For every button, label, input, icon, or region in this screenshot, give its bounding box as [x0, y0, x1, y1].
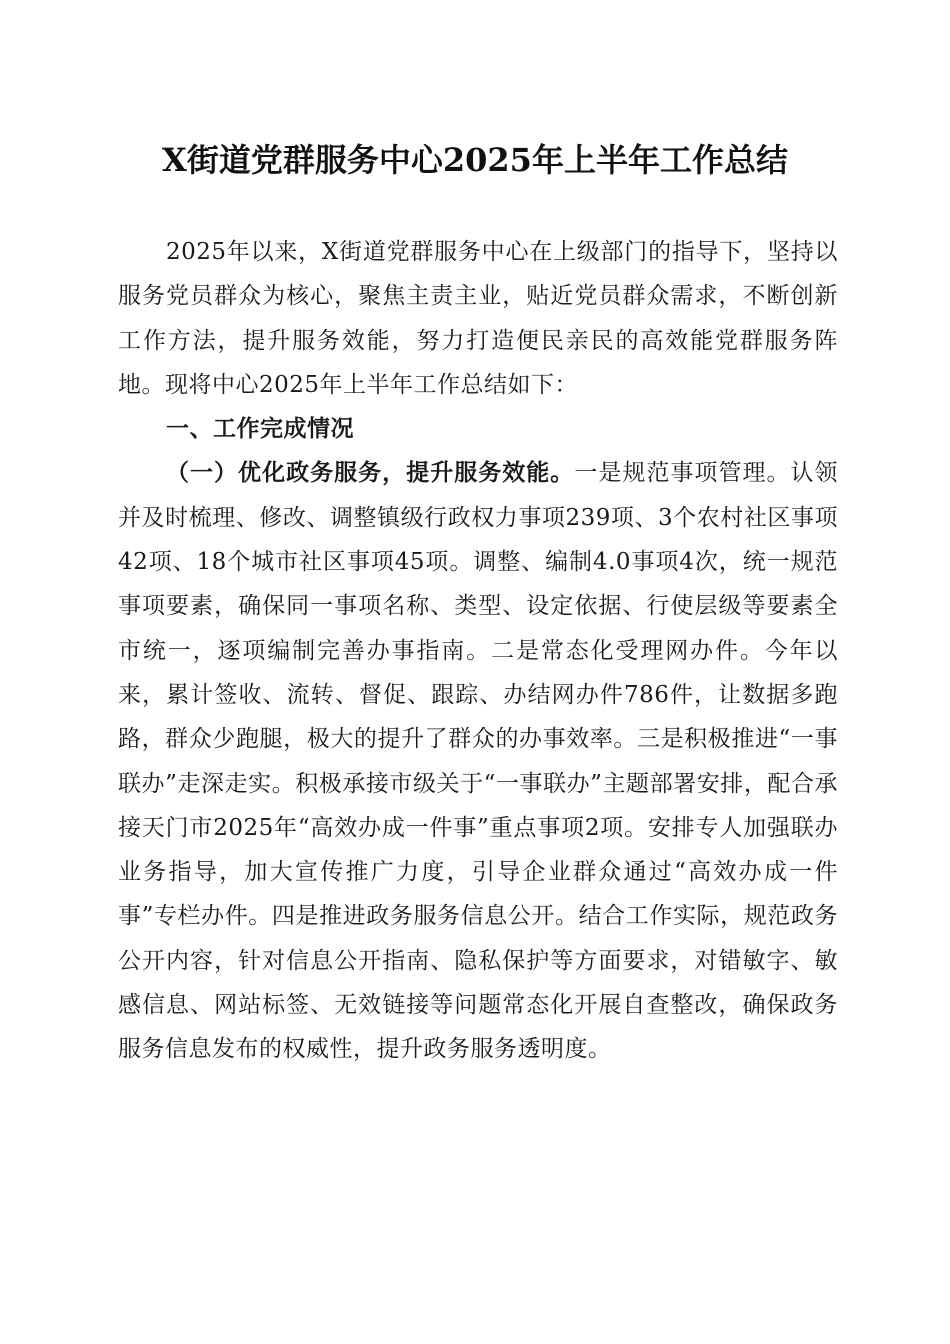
section-heading: 一、工作完成情况 — [166, 416, 354, 443]
item-body: 一是规范事项管理。认领并及时梳理、修改、调整镇级行政权力事项239项、3个农村社区事项42项、18个城市社区事项45项。调整、编制4.0事项4次，统一规范事项要素，确保同一事项名称、类型、设定依据、行使层级等要素全市统一，逐项编制完善办事指南。二是常态化受理网办件。今年以来，累计签收、流转、督促、跟踪、办结网办件786件，让数据多跑路，群众少跑腿，极大的提升了群众的办事效率。三是积极推进“一事联办”走深走实。积极承接市级关于“一事联办”主题部署安排，配合承接天门市2025年“高效办成一件事”重点事项2项。安排专人加强联办业务指导，加大宣传推广力度，引导企业群众通过“高效办成一件事”专栏办件。四是推进政务服务信息公开。结合工作实际，规范政务公开内容，针对信息公开指南、隐私保护等方面要求，对错敏字、敏感信息、网站标签、无效链接等问题常态化开展自查整改，确保政务服务信息发布的权威性，提升政务服务透明度。 — [118, 460, 839, 1063]
intro-paragraph: 2025年以来，X街道党群服务中心在上级部门的指导下，坚持以服务党员群众为核心，聚焦主责主业，贴近党员群众需求，不断创新工作方法，提升服务效能，努力打造便民亲民的高效能党群服务阵地。现将中心2025年上半年工作总结如下： — [118, 239, 838, 398]
item-subheading: （一）优化政务服务，提升服务效能。 — [166, 459, 575, 487]
document-title: X街道党群服务中心2025年上半年工作总结 — [162, 141, 788, 179]
section-1-item-1-paragraph — [118, 451, 838, 1071]
document-body — [118, 230, 838, 1072]
